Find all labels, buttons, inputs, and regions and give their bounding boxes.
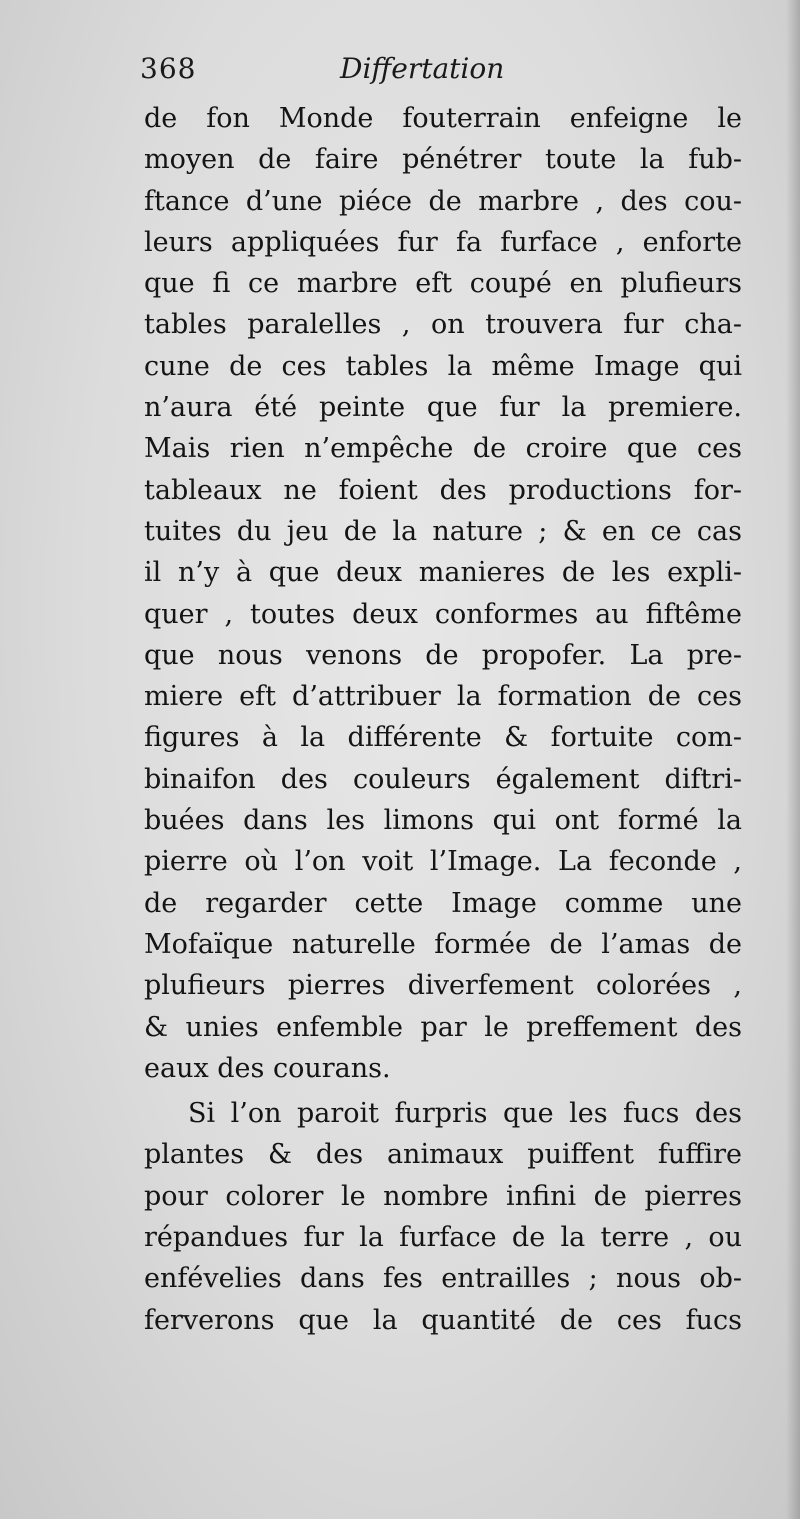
text-line: Mofaïque naturelle formée de l’amas de — [144, 928, 742, 960]
text-line: eaux des courans. — [144, 1052, 391, 1084]
text-line: & unies enfemble par le preffement des — [144, 1011, 742, 1043]
running-title: Differtation — [340, 52, 505, 85]
text-line: de fon Monde fouterrain enfeigne le — [144, 103, 742, 134]
text-line: tables paralelles , on trouvera fur cha- — [144, 309, 742, 341]
text-line: pour colorer le nombre infini de pierres — [144, 1180, 742, 1212]
text-line: quer , toutes deux conformes au fiftême — [144, 598, 742, 630]
text-line: Mais rien n’empêche de croire que ces — [144, 433, 742, 465]
body-text — [144, 98, 742, 1341]
text-line: miere eft d’attribuer la formation de ces — [144, 681, 742, 713]
text-line: tableaux ne foient des productions for- — [144, 474, 742, 506]
text-line: que fi ce marbre eft coupé en plufieurs — [144, 268, 742, 300]
text-line: ferverons que la quantité de ces fucs — [144, 1304, 742, 1336]
text-line: il n’y à que deux manieres de les expli- — [144, 557, 742, 589]
text-line: Si l’on paroit furpris que les fucs des — [188, 1098, 742, 1130]
text-line: cune de ces tables la même Image qui — [144, 350, 742, 382]
page-number: 368 — [140, 52, 197, 85]
text-line: n’aura été peinte que fur la premiere. — [144, 392, 742, 424]
text-line: pierre où l’on voit l’Image. La feconde , — [144, 846, 742, 878]
text-line: moyen de faire pénétrer toute la fub- — [144, 144, 742, 176]
text-line: enfévelies dans fes entrailles ; nous ob- — [144, 1263, 742, 1295]
text-line: plufieurs pierres diverfement colorées , — [144, 970, 742, 1002]
text-line: que nous venons de propofer. La pre- — [144, 639, 742, 671]
page-edge-shadow — [786, 0, 800, 1519]
text-line: tuites du jeu de la nature ; & en ce cas — [144, 515, 742, 547]
text-line: répandues fur la furface de la terre , ou — [144, 1222, 742, 1254]
text-line: plantes & des animaux puiffent fuffire — [144, 1139, 742, 1171]
running-head — [140, 52, 740, 100]
text-line: ftance d’une piéce de marbre , des cou- — [144, 185, 742, 217]
text-line: buées dans les limons qui ont formé la — [144, 805, 742, 837]
text-line: leurs appliquées fur fa furface , enforte — [144, 226, 742, 258]
text-line: binaifon des couleurs également diftri- — [144, 763, 742, 795]
text-line: de regarder cette Image comme une — [144, 887, 742, 919]
text-line: figures à la différente & fortuite com- — [144, 722, 742, 754]
